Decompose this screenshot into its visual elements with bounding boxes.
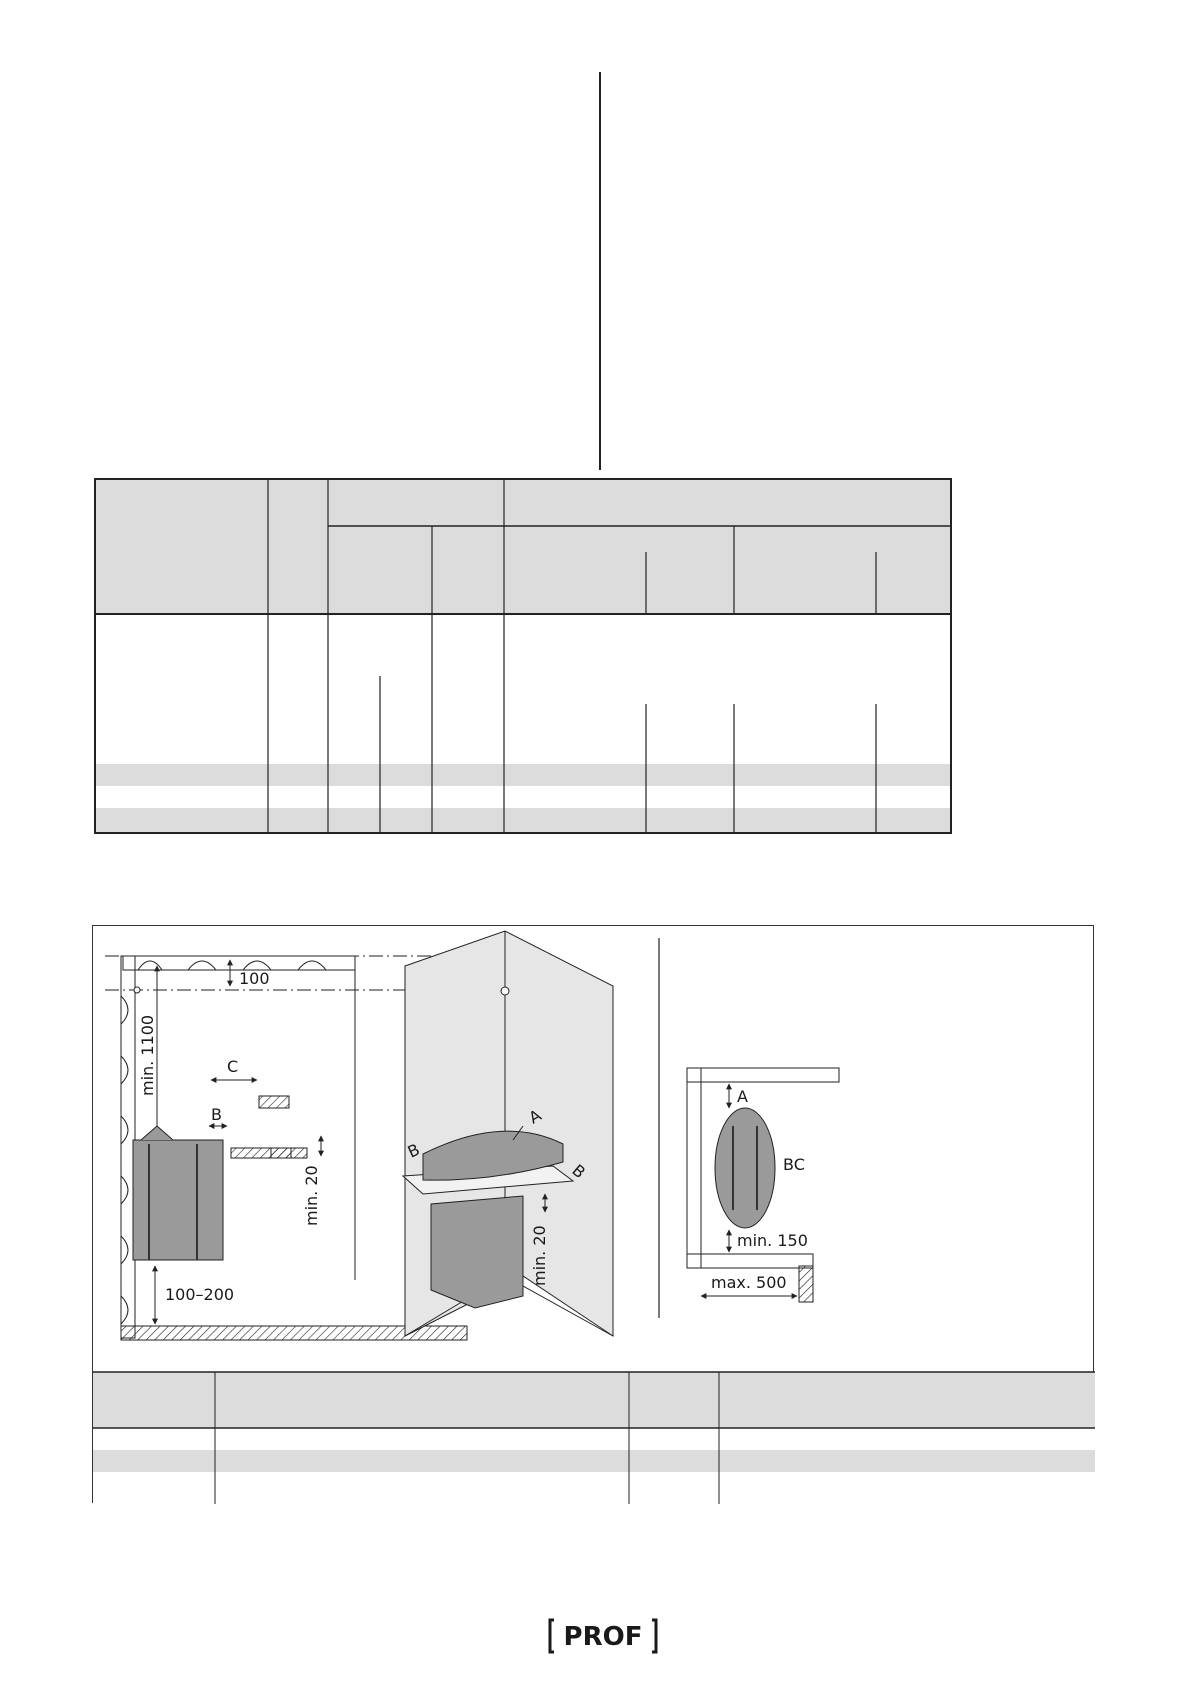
right-dim-label-min-150: min. 150 [737,1231,808,1250]
specifications-table [94,478,952,835]
right-dim-label-max-500: max. 500 [711,1273,787,1292]
iso-dim-label-a: A [525,1105,545,1128]
right-dim-label-a: A [737,1087,748,1106]
dim-label-min-1100: min. 1100 [138,1014,157,1096]
right-view [687,1068,839,1302]
iso-dim-label-b-left: B [404,1139,423,1162]
iso-dim-label-b-right: B [568,1160,590,1183]
isometric-view [403,931,613,1336]
prof-logo-mark [548,1616,658,1656]
dim-label-c: C [227,1057,239,1076]
column-divider [599,72,601,470]
dim-label-min-20: min. 20 [302,1165,321,1226]
installation-figure [92,925,1094,1503]
installation-diagram [93,926,1095,1504]
clearance-table [93,1372,1095,1504]
right-label-bc: BC [783,1155,805,1174]
dim-label-100-200: 100–200 [165,1285,235,1304]
dim-label-100: 100 [239,969,270,988]
logo-text: PROF [563,1622,643,1652]
iso-dim-label-min-20: min. 20 [530,1225,549,1286]
specifications-table-grid [94,478,952,835]
dim-label-b: B [211,1105,222,1124]
prof-logo [548,1616,658,1656]
